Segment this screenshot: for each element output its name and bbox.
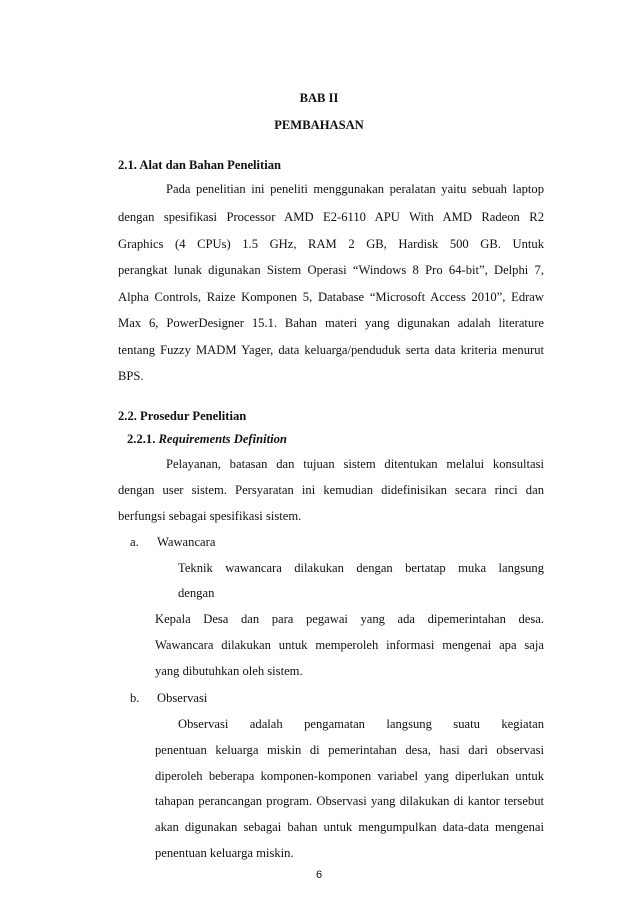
paragraph-line: penentuan keluarga miskin di pemerintahan desa, hasi dari observasi: [155, 743, 544, 757]
paragraph-line: Wawancara dilakukan untuk memperoleh informasi mengenai apa saja: [155, 638, 544, 652]
list-item-title-observasi: Observasi: [157, 691, 208, 705]
paragraph-line: Max 6, PowerDesigner 15.1. Bahan materi yang digunakan adalah literature: [118, 316, 544, 330]
list-item-title-wawancara: Wawancara: [157, 535, 216, 549]
paragraph-line: Alpha Controls, Raize Komponen 5, Database “Microsoft Access 2010”, Edraw: [118, 290, 544, 304]
paragraph-line: BPS.: [118, 369, 144, 383]
paragraph-line: dengan user sistem. Persyaratan ini kemudian didefinisikan secara rinci dan: [118, 483, 544, 497]
list-marker-b: b.: [130, 691, 140, 705]
paragraph-line: Kepala Desa dan para pegawai yang ada dipemerintahan desa.: [155, 612, 544, 626]
subsection-number: 2.2.1.: [127, 432, 156, 446]
subsection-title: Requirements Definition: [158, 432, 287, 446]
chapter-title: PEMBAHASAN: [274, 118, 364, 132]
paragraph-line: dengan: [178, 586, 215, 600]
paragraph-line: tahapan perancangan program. Observasi yang dilakukan di kantor tersebut: [155, 794, 544, 808]
section-heading-2-1: 2.1. Alat dan Bahan Penelitian: [118, 158, 282, 172]
paragraph-line: dengan spesifikasi Processor AMD E2-6110 APU With AMD Radeon R2: [118, 210, 544, 224]
paragraph-line: perangkat lunak digunakan Sistem Operasi “Windows 8 Pro 64-bit”, Delphi 7,: [118, 263, 544, 277]
chapter-label: BAB II: [299, 91, 339, 105]
paragraph-line: akan digunakan sebagai bahan untuk mengumpulkan data-data mengenai: [155, 820, 544, 834]
paragraph-line: tentang Fuzzy MADM Yager, data keluarga/penduduk serta data kriteria menurut: [118, 343, 544, 357]
paragraph-line: Pelayanan, batasan dan tujuan sistem ditentukan melalui konsultasi: [166, 457, 544, 471]
paragraph-line: Pada penelitian ini peneliti menggunakan peralatan yaitu sebuah laptop: [166, 182, 544, 196]
paragraph-line: penentuan keluarga miskin.: [155, 846, 294, 860]
paragraph-line: diperoleh beberapa komponen-komponen variabel yang diperlukan untuk: [155, 769, 544, 783]
page-number: 6: [315, 869, 323, 881]
subsection-heading-2-2-1: [127, 431, 287, 447]
paragraph-line: Graphics (4 CPUs) 1.5 GHz, RAM 2 GB, Hardisk 500 GB. Untuk: [118, 237, 544, 251]
section-heading-2-2: 2.2. Prosedur Penelitian: [118, 409, 247, 423]
paragraph-line: Observasi adalah pengamatan langsung suatu kegiatan: [178, 717, 544, 731]
paragraph-line: Teknik wawancara dilakukan dengan bertatap muka langsung: [178, 561, 544, 575]
paragraph-line: yang dibutuhkan oleh sistem.: [155, 664, 303, 678]
paragraph-line: berfungsi sebagai spesifikasi sistem.: [118, 509, 302, 523]
list-marker-a: a.: [130, 535, 139, 549]
